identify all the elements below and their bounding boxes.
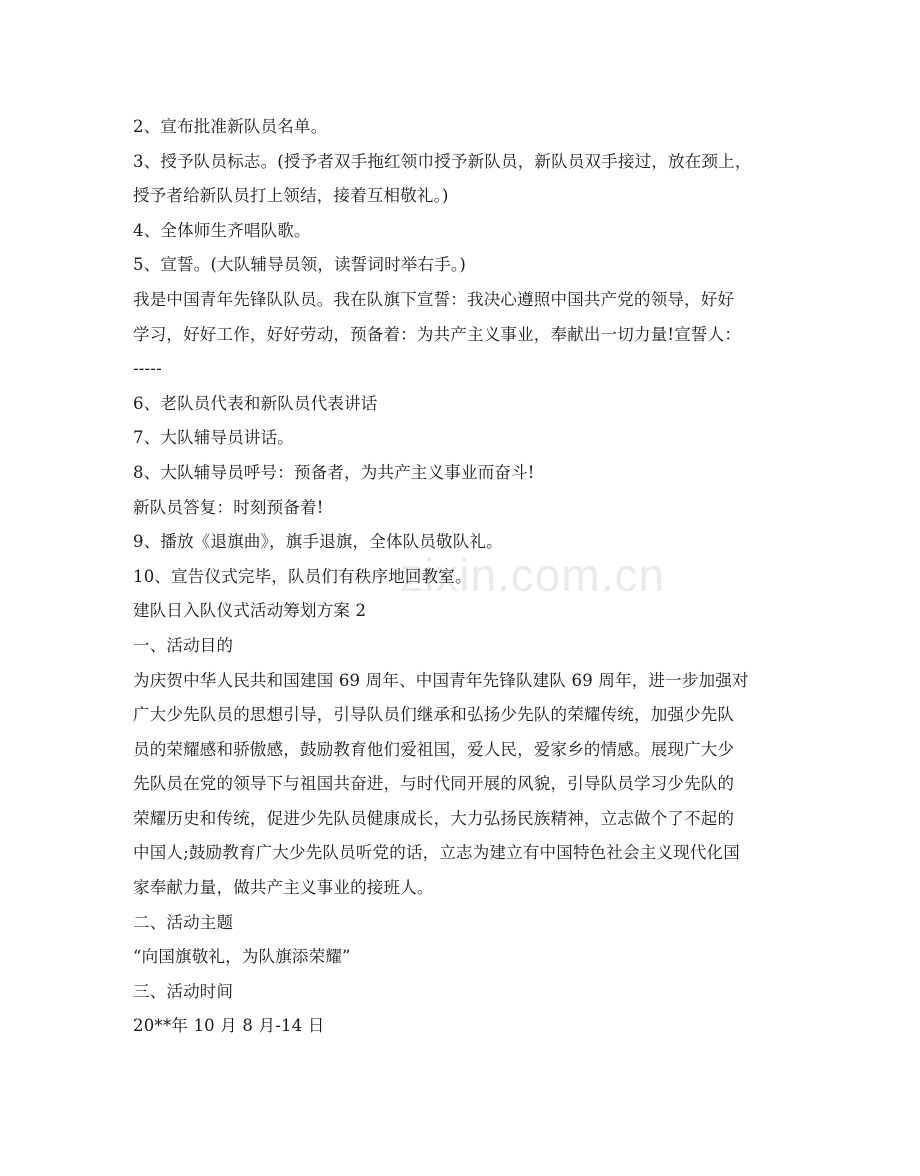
step-5: 5、宣誓。(大队辅导员领，读誓词时举右手。) xyxy=(133,255,467,275)
purpose-paragraph-line: 先队员在党的领导下与祖国共奋进，与时代同开展的风貌，引导队员学习少先队的 xyxy=(133,774,735,794)
purpose-paragraph-line: 广大少先队员的思想引导，引导队员们继承和弘扬少先队的荣耀传统，加强少先队 xyxy=(133,705,735,725)
purpose-paragraph-line: 荣耀历史和传统，促进少先队员健康成长，大力弘扬民族精神，立志做个了不起的 xyxy=(133,808,735,828)
activity-date: 20**年 10 月 8 月-14 日 xyxy=(133,1016,325,1036)
oath-text: 我是中国青年先锋队队员。我在队旗下宣誓：我决心遵照中国共产党的领导，好好 xyxy=(133,289,735,309)
oath-text-continued: 学习，好好工作，好好劳动，预备着：为共产主义事业，奉献出一切力量!宣誓人： xyxy=(133,324,742,344)
step-2: 2、宣布批准新队员名单。 xyxy=(133,117,328,136)
section-time-heading: 三、活动时间 xyxy=(133,981,234,1001)
step-10: 10、宣告仪式完毕，队员们有秩序地回教室。 xyxy=(133,566,472,586)
document-body xyxy=(133,110,793,1044)
section-purpose-heading: 一、活动目的 xyxy=(133,635,234,655)
step-8: 8、大队辅导员呼号：预备者，为共产主义事业而奋斗! xyxy=(133,462,535,482)
step-4: 4、全体师生齐唱队歌。 xyxy=(133,220,311,240)
step-7: 7、大队辅导员讲话。 xyxy=(133,428,294,448)
new-member-reply: 新队员答复：时刻预备着! xyxy=(133,497,324,517)
step-3: 3、授予队员标志。(授予者双手拖红领巾授予新队员，新队员双手接过，放在颈上， xyxy=(133,151,752,171)
theme-slogan: “向国旗敬礼，为队旗添荣耀” xyxy=(133,947,351,967)
purpose-paragraph-line: 员的荣耀感和骄傲感，鼓励教育他们爱祖国，爱人民，爱家乡的情感。展现广大少 xyxy=(133,739,735,759)
section-theme-heading: 二、活动主题 xyxy=(133,912,234,932)
watermark: zixin.com.cn xyxy=(400,549,666,601)
step-6: 6、老队员代表和新队员代表讲话 xyxy=(133,393,378,413)
oath-signature-blank: ----- xyxy=(133,359,162,379)
step-9: 9、播放《退旗曲》，旗手退旗，全体队员敬队礼。 xyxy=(133,532,503,552)
purpose-paragraph-line: 家奉献力量，做共产主义事业的接班人。 xyxy=(133,878,434,898)
plan-2-title: 建队日入队仪式活动筹划方案 2 xyxy=(133,601,367,621)
step-3-continued: 授予者给新队员打上领结，接着互相敬礼。) xyxy=(133,186,449,206)
purpose-paragraph-line: 为庆贺中华人民共和国建国 69 周年、中国青年先锋队建队 69 周年，进一步加强对 xyxy=(133,670,749,690)
purpose-paragraph-line: 中国人;鼓励教育广大少先队员听党的话，立志为建立有中国特色社会主义现代化国 xyxy=(133,843,740,863)
